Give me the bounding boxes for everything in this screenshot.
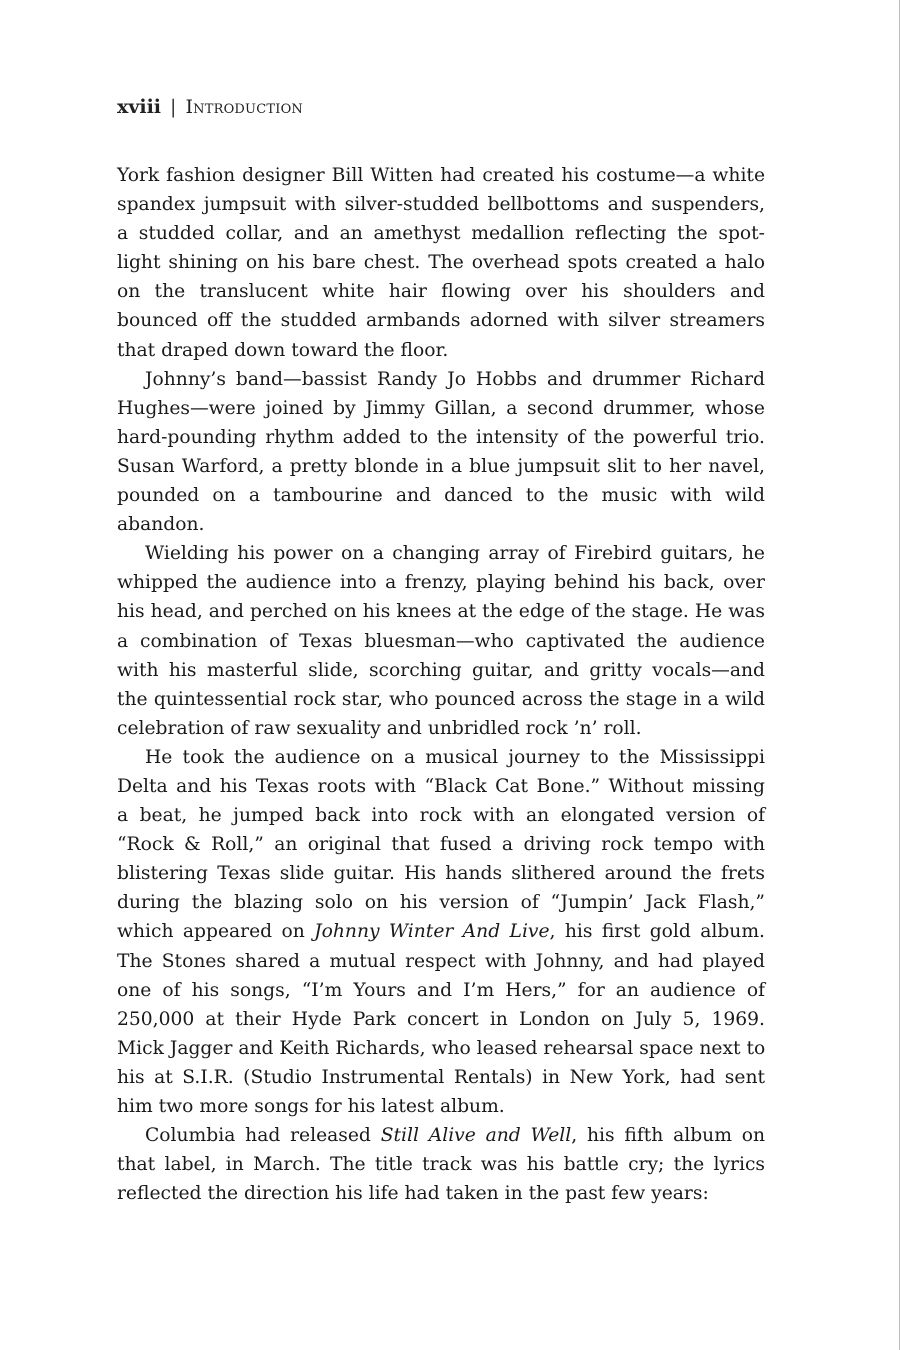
text-line: Johnny’s band—bassist Randy Jo Hobbs and drummer Richard (145, 368, 765, 390)
text-line: that draped down toward the floor. (117, 339, 449, 361)
text-line: a beat, he jumped back into rock with an elongated version of (117, 805, 765, 827)
running-head (117, 96, 303, 118)
text-line: 250,000 at their Hyde Park concert in London on July 5, 1969. (117, 1008, 765, 1030)
body-text (117, 161, 765, 1208)
text-fragment: , his fifth album on (571, 1125, 766, 1147)
text-line: a studded collar, and an amethyst medallion reflecting the spot- (117, 223, 765, 245)
text-line: during the blazing solo on his version of “Jumpin’ Jack Flash,” (117, 892, 765, 914)
paragraph-5 (117, 1121, 765, 1208)
text-line: celebration of raw sexuality and unbridled rock ’n’ roll. (117, 717, 642, 739)
text-line: Delta and his Texas roots with “Black Cat Bone.” Without missing (117, 775, 765, 797)
header-separator: | (170, 96, 177, 118)
text-line: “Rock & Roll,” an original that fused a driving rock tempo with (117, 834, 765, 856)
paragraph-4 (117, 743, 765, 1121)
text-line: Wielding his power on a changing array of Firebird guitars, he (145, 543, 765, 565)
text-line: hard-pounding rhythm added to the intensity of the powerful trio. (117, 426, 765, 448)
paragraph-1 (117, 161, 765, 365)
text-line: bounced off the studded armbands adorned with silver streamers (117, 310, 765, 332)
text-line: Susan Warford, a pretty blonde in a blue jumpsuit slit to her navel, (117, 455, 765, 477)
text-line: Mick Jagger and Keith Richards, who leased rehearsal space next to (117, 1037, 766, 1059)
text-line: whipped the audience into a frenzy, playing behind his back, over (117, 572, 765, 594)
text-line-with-album-title (117, 1121, 765, 1150)
paragraph-3 (117, 539, 765, 743)
album-title: Still Alive and Well (380, 1125, 572, 1147)
text-line: Hughes—were joined by Jimmy Gillan, a second drummer, whose (117, 397, 765, 419)
text-line: reflected the direction his life had taken in the past few years: (117, 1183, 709, 1205)
text-line: abandon. (117, 514, 205, 536)
album-title: Johnny Winter And Live (314, 921, 550, 943)
text-line: The Stones shared a mutual respect with Johnny, and had played (117, 950, 765, 972)
text-line: one of his songs, “I’m Yours and I’m Hers,” for an audience of (117, 979, 765, 1001)
text-line: pounded on a tambourine and danced to the music with wild (117, 485, 765, 507)
text-fragment: Columbia had released (145, 1125, 381, 1147)
text-line: York fashion designer Bill Witten had created his costume—a white (117, 165, 765, 186)
text-line: the quintessential rock star, who pounced across the stage in a wild (117, 688, 765, 710)
page-number: xviii (117, 96, 162, 118)
paragraph-2 (117, 365, 765, 540)
text-line: light shining on his bare chest. The overhead spots created a halo (117, 252, 765, 274)
text-fragment: which appeared on (117, 921, 315, 943)
text-line: on the translucent white hair flowing over his shoulders and (117, 281, 765, 303)
section-title: Introduction (185, 96, 303, 118)
text-line: blistering Texas slide guitar. His hands slithered around the frets (117, 863, 765, 885)
text-line: that label, in March. The title track was his battle cry; the lyrics (117, 1154, 765, 1176)
text-fragment: , his first gold album. (549, 921, 765, 943)
text-line: a combination of Texas bluesman—who captivated the audience (117, 630, 765, 652)
text-line: He took the audience on a musical journey to the Mississippi (145, 746, 765, 768)
text-line: him two more songs for his latest album. (117, 1096, 505, 1117)
text-line: his head, and perched on his knees at the edge of the stage. He was (117, 601, 765, 623)
text-line-with-album-title (117, 917, 765, 946)
text-line: his at S.I.R. (Studio Instrumental Rentals) in New York, had sent (117, 1066, 765, 1088)
text-line: spandex jumpsuit with silver-studded bellbottoms and suspenders, (117, 194, 765, 216)
text-line: with his masterful slide, scorching guitar, and gritty vocals—and (117, 659, 765, 681)
